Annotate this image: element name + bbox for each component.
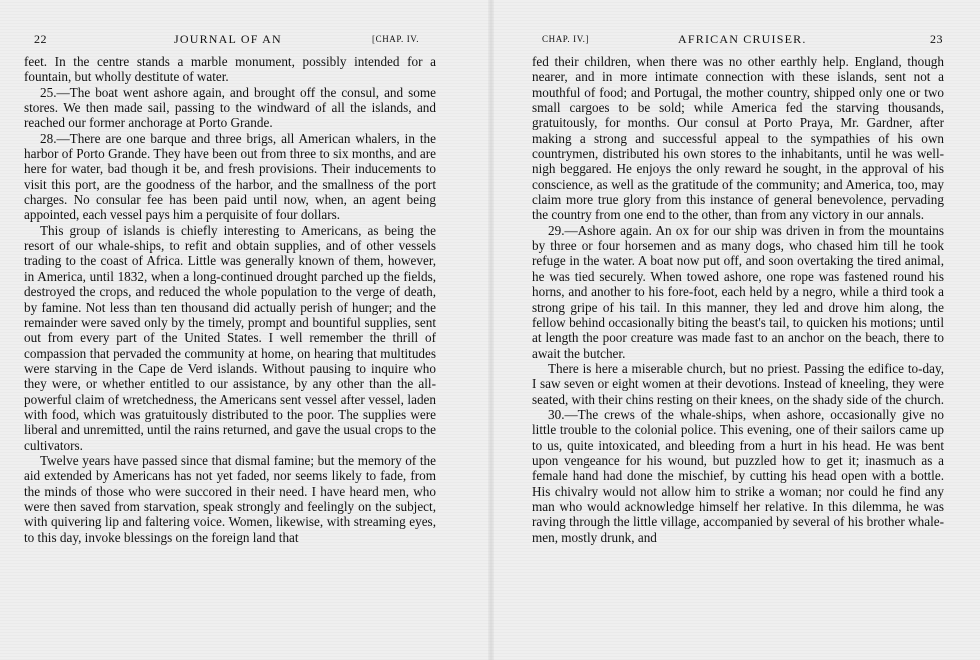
paragraph: fed their children, when there was no other earthly help. England, though nearer, and in more intimate connection with these islands, sent not a mouthful of food; and Portugal, the mother country, shipped only one or two small cargoes to be sold; while America fed the starving thousands, gratuitously, for months. Our consul at Porto Praya, Mr. Gardner, after making a strong and successful appeal to the sympathies of his own countrymen, distributed his own stores to the inhabitants, until he was well-nigh beggared. He enjoys the only reward he sought, in the approval of his conscience, as well as the gratitude of the community; and America, too, may claim more true glory from this instance of general benevolence, pervading the country from one end to the other, than from any victory in our annals. [532, 54, 944, 223]
paragraph: feet. In the centre stands a marble monument, possibly intended for a fountain, but wholly destitute of water. [24, 54, 436, 85]
book-gutter [488, 0, 494, 660]
left-running-title: JOURNAL OF AN [174, 32, 282, 46]
right-running-title: AFRICAN CRUISER. [678, 32, 807, 46]
left-page-number: 22 [34, 32, 47, 46]
paragraph: 28.—There are one barque and three brigs, all American whalers, in the harbor of Porto Grande. They have been out from three to six months, and are here for water, bad though it be, and fresh provisions. Their inducements to visit this port, are the goodness of the harbor, and the smallness of the port charges. No consular fee has been paid until now, when, an agent being appointed, each vessel pays him a perquisite of four dollars. [24, 130, 436, 223]
paragraph: This group of islands is chiefly interesting to Americans, as being the resort of our whale-ships, to refit and obtain supplies, and of other vessels trading to the coast of Africa. Little was generally known of them, however, in America, until 1832, when a long-continued drought parched up the fields, destroyed the crops, and reduced the whole population to the verge of death, by famine. Not less than ten thousand did actually perish of hunger; and the remainder were saved only by the timely, prompt and bountiful supplies, sent out from every part of the United States. I well remember the thrill of compassion that pervaded the community at home, on hearing that multitudes were starving in the Cape de Verd islands. Without pausing to inquire who they were, or whether entitled to our assistance, by any other than the all-powerful claim of wretchedness, the Americans sent vessel after vessel, laden with food, which was gratuitously distributed to the poor. The supplies were liberal and unremitted, until the rains returned, and gave the usual crops to the cultivators. [24, 222, 436, 453]
paragraph: 25.—The boat went ashore again, and brought off the consul, and some stores. We then made sail, passing to the windward of all the islands, and reached our former anchorage at Porto Grande. [24, 84, 436, 131]
right-running-head [532, 30, 944, 48]
right-chapter-mark: CHAP. IV.] [542, 34, 590, 44]
paragraph: There is here a miserable church, but no priest. Passing the edifice to-day, I saw seven or eight women at their devotions. Instead of kneeling, they were seated, with their chins resting on their knees, on the shady side of the church. [532, 360, 944, 407]
left-chapter-mark: [CHAP. IV. [372, 34, 420, 44]
left-running-head [24, 30, 436, 48]
paragraph: 29.—Ashore again. An ox for our ship was driven in from the mountains by three or four horsemen and as many dogs, who chased him till he took refuge in the water. A boat now put off, and soon overtaking the tired animal, he was tied securely. When towed ashore, one rope was fastened round his horns, and another to his fore-foot, each held by a negro, while a third took a strong gripe of his tail. In this manner, they led and drove him along, the fellow behind occasionally biting the beast's tail, to quicken his motions; until at length the poor creature was made fast to an anchor on the beach, there to await the butcher. [532, 222, 944, 361]
right-page [532, 30, 944, 545]
paragraph: 30.—The crews of the whale-ships, when ashore, occasionally give no little trouble to the colonial police. This evening, one of their sailors came up to us, quite intoxicated, and bleeding from a hurt in his head. He was bent upon vengeance for his wound, but puzzled how to get it; inasmuch as a female hand had done the mischief, by cutting his head open with a bottle. His chivalry would not allow him to strike a woman; nor could he find any man who would acknowledge himself her relative. In this dilemma, he was raving through the little village, accompanied by several of his brother whale-men, mostly drunk, and [532, 406, 944, 545]
left-page-text [24, 54, 436, 545]
right-page-number: 23 [930, 32, 943, 46]
paragraph: Twelve years have passed since that dismal famine; but the memory of the aid extended by Americans has not yet faded, nor seems likely to fade, from the minds of those who were succored in their need. I have heard men, who were then saved from starvation, speak strongly and feelingly on the subject, with quivering lip and faltering voice. Women, likewise, with streaming eyes, to this day, invoke blessings on the foreign land that [24, 452, 436, 545]
left-page [24, 30, 436, 545]
right-page-text [532, 54, 944, 545]
